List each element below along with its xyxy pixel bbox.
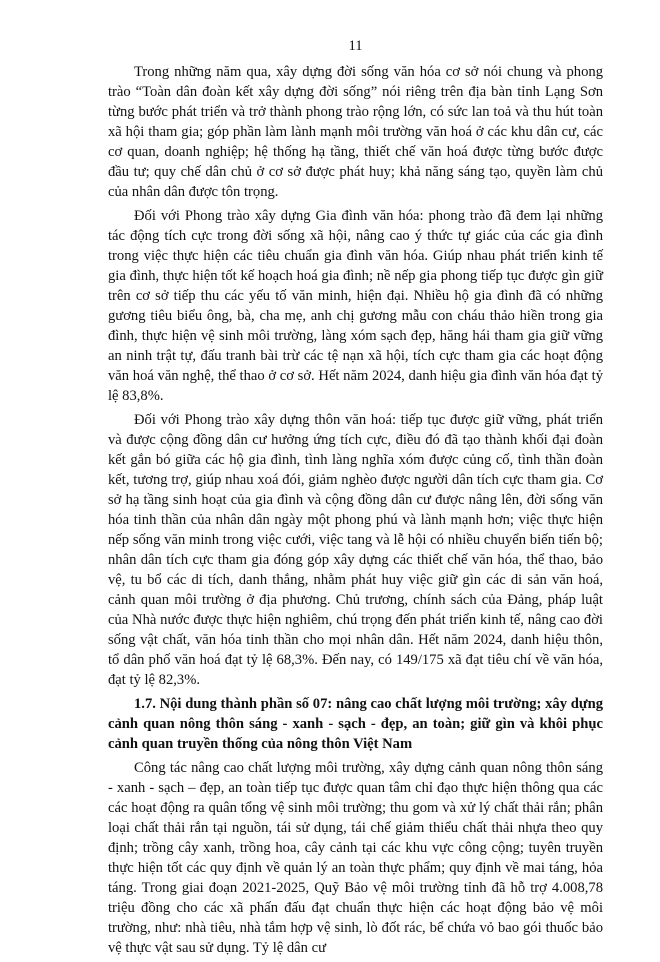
paragraph-cultural-life-overview: Trong những năm qua, xây dựng đời sống văn hóa cơ sở nói chung và phong trào “Toàn dân đoàn kết xây dựng đời sống” nói riêng trên địa bàn tỉnh Lạng Sơn từng bước phát triển và trở thành phong trào rộng lớn, có sức lan toả và thu hút toàn xã hội tham gia; góp phần làm lành mạnh môi trường văn hoá ở các khu dân cư, các cơ quan, doanh nghiệp; hệ thống hạ tầng, thiết chế văn hoá được từng bước được đầu tư; quy chế dân chủ ở cơ sở được phát huy; khả năng sáng tạo, quyền làm chủ của nhân dân được tôn trọng. xyxy=(108,64,603,200)
page-number: 11 xyxy=(348,38,363,54)
paragraph-cultural-village-movement: Đối với Phong trào xây dựng thôn văn hoá: tiếp tục được giữ vững, phát triển và được cộng đồng dân cư hưởng ứng tích cực, điều đó đã tạo thành khối đại đoàn kết gắn bó giữa các hộ gia đình, tình làng nghĩa xóm được củng cố, tình thần đoàn kết, tương trợ, giúp nhau xoá đói, giảm nghèo được người dân tích cực tham gia. Cơ sở hạ tầng sinh hoạt của gia đình và cộng đồng dân cư được nâng lên, đời sống văn hóa tinh thần của nhân dân ngày một phong phú và lành mạnh hơn; việc thực hiện nếp sống văn minh trong việc cưới, việc tang và lễ hội có nhiều chuyển biến tiến bộ; nhân dân tích cực tham gia đóng góp xây dựng các thiết chế văn hóa, thể thao, bảo vệ, tu bổ các di tích, danh thắng, nhằm phát huy việc giữ gìn các di sản văn hoá, cảnh quan môi trường ở địa phương. Chủ trương, chính sách của Đảng, pháp luật của Nhà nước được thực hiện nghiêm, chú trọng đến phát triển kinh tế, nâng cao đời sống vật chất, văn hóa tinh thần cho mọi nhân dân. Hết năm 2024, danh hiệu thôn, tổ dân phố văn hoá đạt tỷ lệ 68,3%. Đến nay, có 149/175 xã đạt tiêu chí về văn hóa, đạt tỷ lệ 82,3%. xyxy=(108,412,603,688)
paragraph-environment-quality: Công tác nâng cao chất lượng môi trường, xây dựng cảnh quan nông thôn sáng - xanh - sạch – đẹp, an toàn tiếp tục được quan tâm chỉ đạo thực hiện thông qua các các hoạt động ra quân tổng vệ sinh môi trường; thu gom và xử lý chất thải rắn; phân loại chất thải rắn tại nguồn, tái sử dụng, tái chế giảm thiểu chất thải nhựa theo quy định; trồng cây xanh, trồng hoa, cây cảnh tại các khu vực công cộng; tuyên truyền thực hiện tốt các quy định về quản lý an toàn thực phẩm; quy định về mai táng, hỏa táng. Trong giai đoạn 2021-2025, Quỹ Bảo vệ môi trường tỉnh đã hỗ trợ 4.008,78 triệu đồng cho các xã phấn đấu đạt chuẩn thực hiện các hoạt động bảo vệ môi trường, như: nhà tiêu, nhà tắm hợp vệ sinh, lò đốt rác, bể chứa vỏ bao gói thuốc bảo vệ thực vật sau sử dụng. Tỷ lệ dân cư xyxy=(108,760,603,956)
document-page xyxy=(108,38,603,962)
paragraph-cultural-family-movement: Đối với Phong trào xây dựng Gia đình văn hóa: phong trào đã đem lại những tác động tích cực trong đời sống xã hội, nâng cao ý thức tự giác của các gia đình trong việc thực hiện các tiêu chuẩn gia đình văn hóa. Giúp nhau phát triển kinh tế gia đình, thực hiện tốt kế hoạch hoá gia đình; nề nếp gia phong tiếp tục được gìn giữ trên cơ sở tiếp thu các yếu tố văn minh, hiện đại. Nhiều hộ gia đình đã có những gương tiêu biểu ông, bà, cha mẹ, anh chị gương mẫu con cháu thảo hiền trong gia đình, thực hiện vệ sinh môi trường, làng xóm sạch đẹp, hăng hái tham gia giữ vững an ninh trật tự, đấu tranh bài trừ các tệ nạn xã hội, tích cực tham gia các hoạt động văn hoá văn nghệ, thể thao ở cơ sở. Hết năm 2024, danh hiệu gia đình văn hóa đạt tỷ lệ 83,8%. xyxy=(108,208,603,404)
section-heading-1-7: 1.7. Nội dung thành phần số 07: nâng cao chất lượng môi trường; xây dựng cảnh quan nông thôn sáng - xanh - sạch - đẹp, an toàn; giữ gìn và khôi phục cảnh quan truyền thống của nông thôn Việt Nam xyxy=(108,696,603,752)
